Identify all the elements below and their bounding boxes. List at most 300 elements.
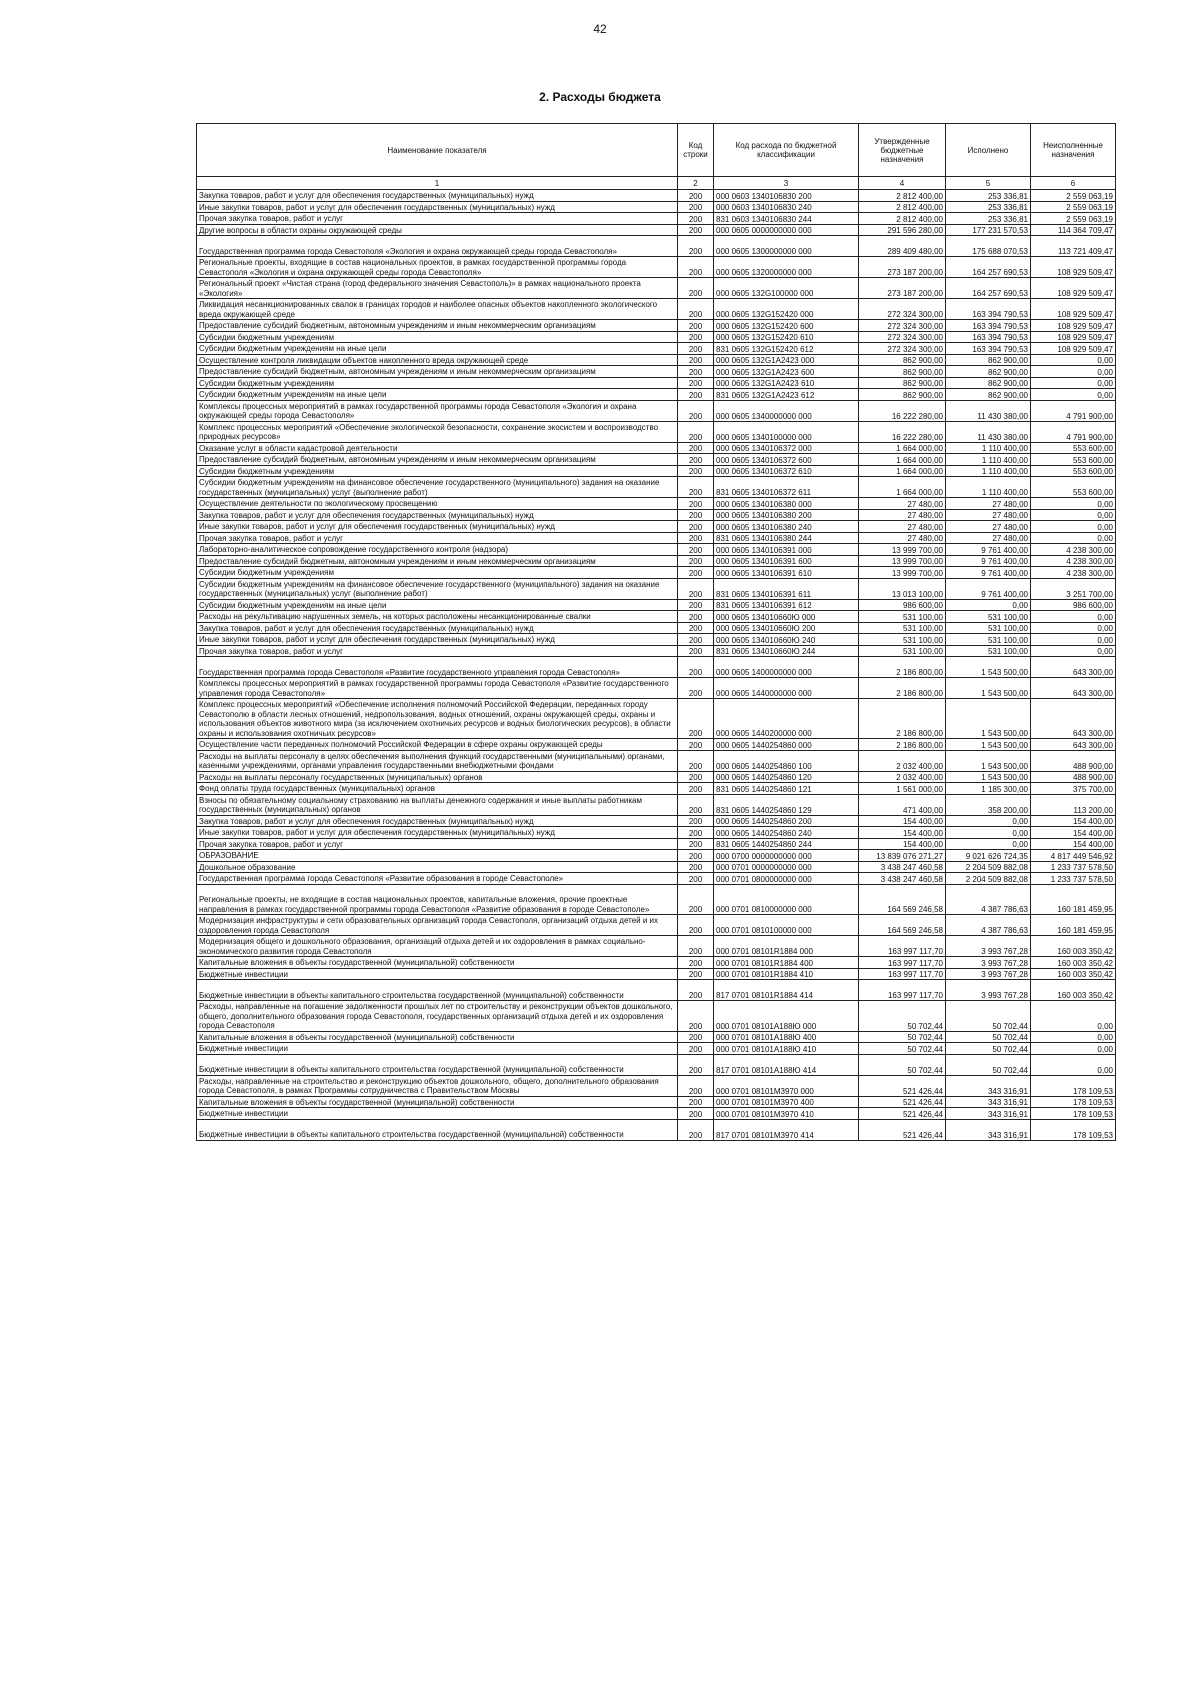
row-budget-code: 000 0605 1340106391 000 bbox=[714, 544, 859, 556]
row-code: 200 bbox=[678, 498, 714, 510]
row-code: 200 bbox=[678, 532, 714, 544]
row-budget-code: 831 0605 1340106391 612 bbox=[714, 599, 859, 611]
row-executed: 1 543 500,00 bbox=[946, 657, 1031, 678]
row-code: 200 bbox=[678, 957, 714, 969]
row-approved: 986 600,00 bbox=[859, 599, 946, 611]
row-budget-code: 000 0605 1440254860 240 bbox=[714, 827, 859, 839]
row-unexecuted: 553 600,00 bbox=[1031, 477, 1116, 498]
row-executed: 1 543 500,00 bbox=[946, 699, 1031, 739]
row-code: 200 bbox=[678, 794, 714, 815]
row-budget-code: 000 0701 08101M3970 410 bbox=[714, 1108, 859, 1120]
row-name: Бюджетные инвестиции в объекты капитального строительства государственной (муниципальной) собственности bbox=[197, 1119, 678, 1140]
row-budget-code: 000 0701 0810000000 000 bbox=[714, 884, 859, 915]
row-name: Прочая закупка товаров, работ и услуг bbox=[197, 838, 678, 850]
row-code: 200 bbox=[678, 442, 714, 454]
row-budget-code: 000 0605 1340100000 000 bbox=[714, 421, 859, 442]
row-approved: 291 596 280,00 bbox=[859, 224, 946, 236]
row-budget-code: 000 0603 1340106830 200 bbox=[714, 190, 859, 202]
table-row bbox=[197, 750, 1116, 771]
row-executed: 1 543 500,00 bbox=[946, 771, 1031, 783]
row-unexecuted: 108 929 509,47 bbox=[1031, 331, 1116, 343]
row-executed: 177 231 570,53 bbox=[946, 224, 1031, 236]
row-name: Бюджетные инвестиции в объекты капитального строительства государственной (муниципальной) собственности bbox=[197, 980, 678, 1001]
row-name: Государственная программа города Севастополя «Развитие государственного управления города Севастополя» bbox=[197, 657, 678, 678]
row-code: 200 bbox=[678, 477, 714, 498]
row-approved: 2 186 800,00 bbox=[859, 739, 946, 751]
row-approved: 272 324 300,00 bbox=[859, 320, 946, 332]
table-row bbox=[197, 1096, 1116, 1108]
table-row bbox=[197, 190, 1116, 202]
column-header: Код строки bbox=[678, 124, 714, 177]
row-code: 200 bbox=[678, 771, 714, 783]
column-number: 4 bbox=[859, 177, 946, 190]
row-code: 200 bbox=[678, 968, 714, 980]
row-code: 200 bbox=[678, 827, 714, 839]
row-approved: 521 426,44 bbox=[859, 1075, 946, 1096]
row-approved: 13 999 700,00 bbox=[859, 544, 946, 556]
row-approved: 1 561 000,00 bbox=[859, 783, 946, 795]
table-row bbox=[197, 1075, 1116, 1096]
row-unexecuted: 0,00 bbox=[1031, 366, 1116, 378]
section-title: 2. Расходы бюджета bbox=[539, 90, 661, 104]
row-code: 200 bbox=[678, 366, 714, 378]
row-name: Комплексы процессных мероприятий в рамках государственной программы города Севастополя «Развитие государственного управления города Севастополя» bbox=[197, 678, 678, 699]
row-unexecuted: 108 929 509,47 bbox=[1031, 299, 1116, 320]
row-approved: 163 997 117,70 bbox=[859, 980, 946, 1001]
row-approved: 531 100,00 bbox=[859, 622, 946, 634]
row-code: 200 bbox=[678, 611, 714, 623]
row-approved: 154 400,00 bbox=[859, 815, 946, 827]
row-code: 200 bbox=[678, 699, 714, 739]
row-approved: 27 480,00 bbox=[859, 532, 946, 544]
row-executed: 1 543 500,00 bbox=[946, 750, 1031, 771]
row-code: 200 bbox=[678, 509, 714, 521]
row-executed: 862 900,00 bbox=[946, 377, 1031, 389]
row-approved: 50 702,44 bbox=[859, 1054, 946, 1075]
row-budget-code: 000 0605 1340106372 610 bbox=[714, 465, 859, 477]
table-row bbox=[197, 498, 1116, 510]
row-budget-code: 000 0701 08101M3970 000 bbox=[714, 1075, 859, 1096]
row-name: Осуществление части переданных полномочий Российской Федерации в сфере охраны окружающей среды bbox=[197, 739, 678, 751]
row-budget-code: 000 0605 1340106372 600 bbox=[714, 454, 859, 466]
row-budget-code: 000 0701 08101R1884 000 bbox=[714, 936, 859, 957]
table-row bbox=[197, 657, 1116, 678]
row-approved: 272 324 300,00 bbox=[859, 331, 946, 343]
row-executed: 50 702,44 bbox=[946, 1031, 1031, 1043]
row-code: 200 bbox=[678, 400, 714, 421]
row-unexecuted: 0,00 bbox=[1031, 1031, 1116, 1043]
row-code: 200 bbox=[678, 1119, 714, 1140]
row-executed: 3 993 767,28 bbox=[946, 936, 1031, 957]
row-executed: 50 702,44 bbox=[946, 1001, 1031, 1032]
row-executed: 343 316,91 bbox=[946, 1096, 1031, 1108]
row-executed: 531 100,00 bbox=[946, 622, 1031, 634]
row-approved: 27 480,00 bbox=[859, 509, 946, 521]
row-executed: 9 021 626 724,35 bbox=[946, 850, 1031, 862]
table-row bbox=[197, 1108, 1116, 1120]
row-budget-code: 831 0605 1440254860 244 bbox=[714, 838, 859, 850]
row-name: Фонд оплаты труда государственных (муниципальных) органов bbox=[197, 783, 678, 795]
column-header: Код расхода по бюджетной классификации bbox=[714, 124, 859, 177]
row-approved: 862 900,00 bbox=[859, 377, 946, 389]
row-budget-code: 000 0605 1440200000 000 bbox=[714, 699, 859, 739]
row-approved: 531 100,00 bbox=[859, 611, 946, 623]
row-executed: 27 480,00 bbox=[946, 532, 1031, 544]
row-executed: 4 387 786,63 bbox=[946, 915, 1031, 936]
row-code: 200 bbox=[678, 850, 714, 862]
table-row bbox=[197, 567, 1116, 579]
row-code: 200 bbox=[678, 331, 714, 343]
table-row bbox=[197, 320, 1116, 332]
row-code: 200 bbox=[678, 915, 714, 936]
row-code: 200 bbox=[678, 884, 714, 915]
table-row bbox=[197, 477, 1116, 498]
row-approved: 862 900,00 bbox=[859, 389, 946, 401]
row-budget-code: 000 0605 132G152420 000 bbox=[714, 299, 859, 320]
row-code: 200 bbox=[678, 521, 714, 533]
row-code: 200 bbox=[678, 377, 714, 389]
row-unexecuted: 154 400,00 bbox=[1031, 815, 1116, 827]
row-approved: 154 400,00 bbox=[859, 838, 946, 850]
table-row bbox=[197, 827, 1116, 839]
row-budget-code: 000 0605 1340106391 600 bbox=[714, 555, 859, 567]
row-unexecuted: 4 238 300,00 bbox=[1031, 544, 1116, 556]
table-row bbox=[197, 783, 1116, 795]
table-row bbox=[197, 678, 1116, 699]
table-row bbox=[197, 521, 1116, 533]
row-executed: 343 316,91 bbox=[946, 1108, 1031, 1120]
row-executed: 531 100,00 bbox=[946, 634, 1031, 646]
row-budget-code: 000 0701 0810100000 000 bbox=[714, 915, 859, 936]
row-name: Капитальные вложения в объекты государственной (муниципальной) собственности bbox=[197, 957, 678, 969]
table-row bbox=[197, 980, 1116, 1001]
table-row bbox=[197, 739, 1116, 751]
row-budget-code: 000 0605 1440254860 100 bbox=[714, 750, 859, 771]
row-unexecuted: 178 109,53 bbox=[1031, 1096, 1116, 1108]
row-budget-code: 000 0605 134010660Ю 200 bbox=[714, 622, 859, 634]
row-budget-code: 000 0701 0000000000 000 bbox=[714, 861, 859, 873]
row-executed: 3 993 767,28 bbox=[946, 957, 1031, 969]
row-name: Субсидии бюджетным учреждениям на иные цели bbox=[197, 343, 678, 355]
row-unexecuted: 4 817 449 546,92 bbox=[1031, 850, 1116, 862]
row-name: Осуществление контроля ликвидации объектов накопленного вреда окружающей среде bbox=[197, 354, 678, 366]
row-executed: 163 394 790,53 bbox=[946, 331, 1031, 343]
table-row bbox=[197, 236, 1116, 257]
row-executed: 358 200,00 bbox=[946, 794, 1031, 815]
row-approved: 2 032 400,00 bbox=[859, 771, 946, 783]
table-row bbox=[197, 442, 1116, 454]
row-code: 200 bbox=[678, 815, 714, 827]
row-code: 200 bbox=[678, 354, 714, 366]
row-budget-code: 000 0605 1440254860 120 bbox=[714, 771, 859, 783]
row-name: Региональный проект «Чистая страна (город федерального значения Севастополь)» в рамках национального проекта «Экология» bbox=[197, 278, 678, 299]
row-code: 200 bbox=[678, 213, 714, 225]
row-name: Государственная программа города Севастополя «Экология и охрана окружающей среды города Севастополя» bbox=[197, 236, 678, 257]
row-unexecuted: 160 181 459,95 bbox=[1031, 915, 1116, 936]
row-name: ОБРАЗОВАНИЕ bbox=[197, 850, 678, 862]
row-executed: 1 110 400,00 bbox=[946, 454, 1031, 466]
row-approved: 1 664 000,00 bbox=[859, 454, 946, 466]
row-name: Прочая закупка товаров, работ и услуг bbox=[197, 213, 678, 225]
row-name: Модернизация инфраструктуры и сети образовательных организаций города Севастополя, организаций отдыха детей и их оздоровления города Севастополя bbox=[197, 915, 678, 936]
row-approved: 2 812 400,00 bbox=[859, 201, 946, 213]
table-row bbox=[197, 343, 1116, 355]
row-executed: 163 394 790,53 bbox=[946, 343, 1031, 355]
row-unexecuted: 160 003 350,42 bbox=[1031, 957, 1116, 969]
row-unexecuted: 643 300,00 bbox=[1031, 739, 1116, 751]
table-row bbox=[197, 224, 1116, 236]
row-code: 200 bbox=[678, 299, 714, 320]
row-budget-code: 000 0605 132G152420 610 bbox=[714, 331, 859, 343]
row-unexecuted: 0,00 bbox=[1031, 1054, 1116, 1075]
row-name: Комплексы процессных мероприятий в рамках государственной программы города Севастополя «Экология и охрана окружающей среды города Севастополя» bbox=[197, 400, 678, 421]
row-approved: 164 569 246,58 bbox=[859, 915, 946, 936]
row-approved: 13 999 700,00 bbox=[859, 567, 946, 579]
row-budget-code: 000 0605 1340106372 000 bbox=[714, 442, 859, 454]
row-approved: 521 426,44 bbox=[859, 1119, 946, 1140]
row-executed: 1 185 300,00 bbox=[946, 783, 1031, 795]
row-executed: 253 336,81 bbox=[946, 213, 1031, 225]
row-executed: 27 480,00 bbox=[946, 498, 1031, 510]
row-executed: 253 336,81 bbox=[946, 190, 1031, 202]
row-unexecuted: 154 400,00 bbox=[1031, 827, 1116, 839]
row-approved: 164 569 246,58 bbox=[859, 884, 946, 915]
row-executed: 9 761 400,00 bbox=[946, 555, 1031, 567]
row-budget-code: 000 0605 132G1A2423 600 bbox=[714, 366, 859, 378]
column-header: Наименование показателя bbox=[197, 124, 678, 177]
row-executed: 1 543 500,00 bbox=[946, 739, 1031, 751]
row-code: 200 bbox=[678, 739, 714, 751]
row-unexecuted: 2 559 063,19 bbox=[1031, 190, 1116, 202]
row-code: 200 bbox=[678, 1031, 714, 1043]
row-approved: 289 409 480,00 bbox=[859, 236, 946, 257]
column-number: 3 bbox=[714, 177, 859, 190]
row-approved: 163 997 117,70 bbox=[859, 968, 946, 980]
row-budget-code: 831 0605 1340106380 244 bbox=[714, 532, 859, 544]
row-approved: 163 997 117,70 bbox=[859, 936, 946, 957]
table-row bbox=[197, 957, 1116, 969]
row-code: 200 bbox=[678, 599, 714, 611]
row-approved: 3 438 247 460,58 bbox=[859, 861, 946, 873]
row-code: 200 bbox=[678, 343, 714, 355]
row-code: 200 bbox=[678, 454, 714, 466]
table-row bbox=[197, 1054, 1116, 1075]
row-unexecuted: 178 109,53 bbox=[1031, 1108, 1116, 1120]
row-name: Иные закупки товаров, работ и услуг для обеспечения государственных (муниципальных) нужд bbox=[197, 634, 678, 646]
row-budget-code: 000 0701 0800000000 000 bbox=[714, 873, 859, 885]
row-name: Предоставление субсидий бюджетным, автономным учреждениям и иным некоммерческим организациям bbox=[197, 366, 678, 378]
row-unexecuted: 178 109,53 bbox=[1031, 1075, 1116, 1096]
row-approved: 471 400,00 bbox=[859, 794, 946, 815]
row-budget-code: 000 0605 1300000000 000 bbox=[714, 236, 859, 257]
row-approved: 2 186 800,00 bbox=[859, 657, 946, 678]
row-unexecuted: 3 251 700,00 bbox=[1031, 578, 1116, 599]
column-number: 1 bbox=[197, 177, 678, 190]
page-number: 42 bbox=[593, 22, 607, 36]
row-executed: 9 761 400,00 bbox=[946, 567, 1031, 579]
row-unexecuted: 643 300,00 bbox=[1031, 699, 1116, 739]
row-code: 200 bbox=[678, 544, 714, 556]
row-budget-code: 817 0701 08101M3970 414 bbox=[714, 1119, 859, 1140]
row-approved: 1 664 000,00 bbox=[859, 442, 946, 454]
row-budget-code: 831 0605 1340106372 611 bbox=[714, 477, 859, 498]
row-budget-code: 000 0603 1340106830 240 bbox=[714, 201, 859, 213]
row-unexecuted: 375 700,00 bbox=[1031, 783, 1116, 795]
row-code: 200 bbox=[678, 389, 714, 401]
row-unexecuted: 4 238 300,00 bbox=[1031, 567, 1116, 579]
row-executed: 2 204 509 882,08 bbox=[946, 873, 1031, 885]
row-name: Иные закупки товаров, работ и услуг для обеспечения государственных (муниципальных) нужд bbox=[197, 827, 678, 839]
table-row bbox=[197, 873, 1116, 885]
row-executed: 175 688 070,53 bbox=[946, 236, 1031, 257]
row-budget-code: 000 0605 132G1A2423 610 bbox=[714, 377, 859, 389]
row-executed: 2 204 509 882,08 bbox=[946, 861, 1031, 873]
row-code: 200 bbox=[678, 578, 714, 599]
row-executed: 4 387 786,63 bbox=[946, 884, 1031, 915]
table-row bbox=[197, 257, 1116, 278]
row-code: 200 bbox=[678, 1096, 714, 1108]
row-code: 200 bbox=[678, 1054, 714, 1075]
row-name: Ликвидация несанкционированных свалок в границах городов и наиболее опасных объектов накопленного экологического вреда окружающей среде bbox=[197, 299, 678, 320]
row-name: Закупка товаров, работ и услуг для обеспечения государственных (муниципальных) нужд bbox=[197, 815, 678, 827]
row-budget-code: 831 0605 1440254860 129 bbox=[714, 794, 859, 815]
row-budget-code: 000 0605 1440254860 000 bbox=[714, 739, 859, 751]
row-budget-code: 817 0701 08101R1884 414 bbox=[714, 980, 859, 1001]
row-name: Региональные проекты, не входящие в состав национальных проектов, капитальные вложения, прочие проектные направления в рамках государственной программы города Севастополя «Развитие образования в городе Севастополе» bbox=[197, 884, 678, 915]
row-name: Бюджетные инвестиции bbox=[197, 1043, 678, 1055]
table-row bbox=[197, 389, 1116, 401]
row-approved: 1 664 000,00 bbox=[859, 465, 946, 477]
row-name: Бюджетные инвестиции bbox=[197, 1108, 678, 1120]
row-unexecuted: 113 200,00 bbox=[1031, 794, 1116, 815]
column-header: Неисполненные назначения bbox=[1031, 124, 1116, 177]
row-name: Закупка товаров, работ и услуг для обеспечения государственных (муниципальных) нужд bbox=[197, 622, 678, 634]
table-row bbox=[197, 645, 1116, 657]
table-row bbox=[197, 354, 1116, 366]
row-budget-code: 831 0603 1340106830 244 bbox=[714, 213, 859, 225]
row-executed: 163 394 790,53 bbox=[946, 320, 1031, 332]
row-approved: 862 900,00 bbox=[859, 366, 946, 378]
row-budget-code: 000 0605 1440254860 200 bbox=[714, 815, 859, 827]
row-name: Комплекс процессных мероприятий «Обеспечение исполнения полномочий Российской Федерации, переданных городу Севастополю в области лесных отношений, недропользования, водных отношений, охраны окружающей среды, охраны и использования объектов животного мира (за исключением охотничьих ресурсов и водных биологических ресурсов), в области охраны и использования охотничьих ресурсов» bbox=[197, 699, 678, 739]
table-row bbox=[197, 838, 1116, 850]
table-row bbox=[197, 213, 1116, 225]
row-unexecuted: 0,00 bbox=[1031, 509, 1116, 521]
row-unexecuted: 4 791 900,00 bbox=[1031, 400, 1116, 421]
row-unexecuted: 108 929 509,47 bbox=[1031, 257, 1116, 278]
row-name: Региональные проекты, входящие в состав национальных проектов, в рамках государственной программы города Севастополя «Экология и охрана окружающей среды города Севастополя» bbox=[197, 257, 678, 278]
row-unexecuted: 553 600,00 bbox=[1031, 454, 1116, 466]
row-executed: 0,00 bbox=[946, 838, 1031, 850]
row-name: Предоставление субсидий бюджетным, автономным учреждениям и иным некоммерческим организациям bbox=[197, 555, 678, 567]
row-approved: 272 324 300,00 bbox=[859, 299, 946, 320]
row-approved: 521 426,44 bbox=[859, 1096, 946, 1108]
row-code: 200 bbox=[678, 421, 714, 442]
row-executed: 1 110 400,00 bbox=[946, 442, 1031, 454]
table-row bbox=[197, 1031, 1116, 1043]
row-unexecuted: 0,00 bbox=[1031, 377, 1116, 389]
row-budget-code: 000 0701 08101R1884 400 bbox=[714, 957, 859, 969]
row-approved: 154 400,00 bbox=[859, 827, 946, 839]
row-budget-code: 000 0605 1400000000 000 bbox=[714, 657, 859, 678]
row-code: 200 bbox=[678, 1043, 714, 1055]
row-unexecuted: 0,00 bbox=[1031, 521, 1116, 533]
row-code: 200 bbox=[678, 278, 714, 299]
row-code: 200 bbox=[678, 678, 714, 699]
row-name: Субсидии бюджетным учреждениям на финансовое обеспечение государственного (муниципального) задания на оказание государственных (муниципальных) услуг (выполнение работ) bbox=[197, 477, 678, 498]
row-name: Предоставление субсидий бюджетным, автономным учреждениям и иным некоммерческим организациям bbox=[197, 454, 678, 466]
row-unexecuted: 643 300,00 bbox=[1031, 678, 1116, 699]
row-unexecuted: 553 600,00 bbox=[1031, 442, 1116, 454]
table-row bbox=[197, 331, 1116, 343]
column-header: Исполнено bbox=[946, 124, 1031, 177]
row-unexecuted: 0,00 bbox=[1031, 1001, 1116, 1032]
table-row bbox=[197, 544, 1116, 556]
column-number: 2 bbox=[678, 177, 714, 190]
table-row bbox=[197, 578, 1116, 599]
row-unexecuted: 0,00 bbox=[1031, 354, 1116, 366]
column-number: 6 bbox=[1031, 177, 1116, 190]
row-budget-code: 000 0701 08101A188Ю 000 bbox=[714, 1001, 859, 1032]
expenditure-table bbox=[196, 123, 1116, 1141]
row-approved: 13 999 700,00 bbox=[859, 555, 946, 567]
table-row bbox=[197, 634, 1116, 646]
table-row bbox=[197, 1043, 1116, 1055]
row-code: 200 bbox=[678, 555, 714, 567]
row-name: Комплекс процессных мероприятий «Обеспечение экологической безопасности, сохранение экосистем и воспроизводство природных ресурсов» bbox=[197, 421, 678, 442]
row-executed: 0,00 bbox=[946, 827, 1031, 839]
row-approved: 163 997 117,70 bbox=[859, 957, 946, 969]
row-code: 200 bbox=[678, 634, 714, 646]
row-executed: 3 993 767,28 bbox=[946, 968, 1031, 980]
row-name: Иные закупки товаров, работ и услуг для обеспечения государственных (муниципальных) нужд bbox=[197, 201, 678, 213]
row-name: Расходы на выплаты персоналу государственных (муниципальных) органов bbox=[197, 771, 678, 783]
row-executed: 531 100,00 bbox=[946, 611, 1031, 623]
row-name: Закупка товаров, работ и услуг для обеспечения государственных (муниципальных) нужд bbox=[197, 190, 678, 202]
table-row bbox=[197, 915, 1116, 936]
row-approved: 2 032 400,00 bbox=[859, 750, 946, 771]
row-unexecuted: 553 600,00 bbox=[1031, 465, 1116, 477]
row-approved: 50 702,44 bbox=[859, 1031, 946, 1043]
row-executed: 253 336,81 bbox=[946, 201, 1031, 213]
row-unexecuted: 178 109,53 bbox=[1031, 1119, 1116, 1140]
row-name: Расходы на рекультивацию нарушенных земель, на которых расположены несанкционированные свалки bbox=[197, 611, 678, 623]
row-executed: 1 543 500,00 bbox=[946, 678, 1031, 699]
row-unexecuted: 4 791 900,00 bbox=[1031, 421, 1116, 442]
row-unexecuted: 0,00 bbox=[1031, 645, 1116, 657]
row-name: Расходы на выплаты персоналу в целях обеспечения выполнения функций государственными (муниципальными) органами, казенными учреждениями, органами управления государственными внебюджетными фондами bbox=[197, 750, 678, 771]
row-executed: 164 257 690,53 bbox=[946, 257, 1031, 278]
table-row bbox=[197, 771, 1116, 783]
row-unexecuted: 108 929 509,47 bbox=[1031, 320, 1116, 332]
table-row bbox=[197, 794, 1116, 815]
table-row bbox=[197, 699, 1116, 739]
row-code: 200 bbox=[678, 873, 714, 885]
table-row bbox=[197, 454, 1116, 466]
table-row bbox=[197, 884, 1116, 915]
row-name: Капитальные вложения в объекты государственной (муниципальной) собственности bbox=[197, 1031, 678, 1043]
row-approved: 273 187 200,00 bbox=[859, 257, 946, 278]
row-code: 200 bbox=[678, 1001, 714, 1032]
row-approved: 1 664 000,00 bbox=[859, 477, 946, 498]
row-approved: 531 100,00 bbox=[859, 645, 946, 657]
row-executed: 862 900,00 bbox=[946, 354, 1031, 366]
row-executed: 50 702,44 bbox=[946, 1054, 1031, 1075]
row-name: Расходы, направленные на погашение задолженности прошлых лет по строительству и реконструкции объектов дошкольного, общего, дополнительного образования города Севастополя, государственных организаций отдыха детей и их оздоровления города Севастополя bbox=[197, 1001, 678, 1032]
table-row bbox=[197, 509, 1116, 521]
row-executed: 0,00 bbox=[946, 815, 1031, 827]
column-number: 5 bbox=[946, 177, 1031, 190]
